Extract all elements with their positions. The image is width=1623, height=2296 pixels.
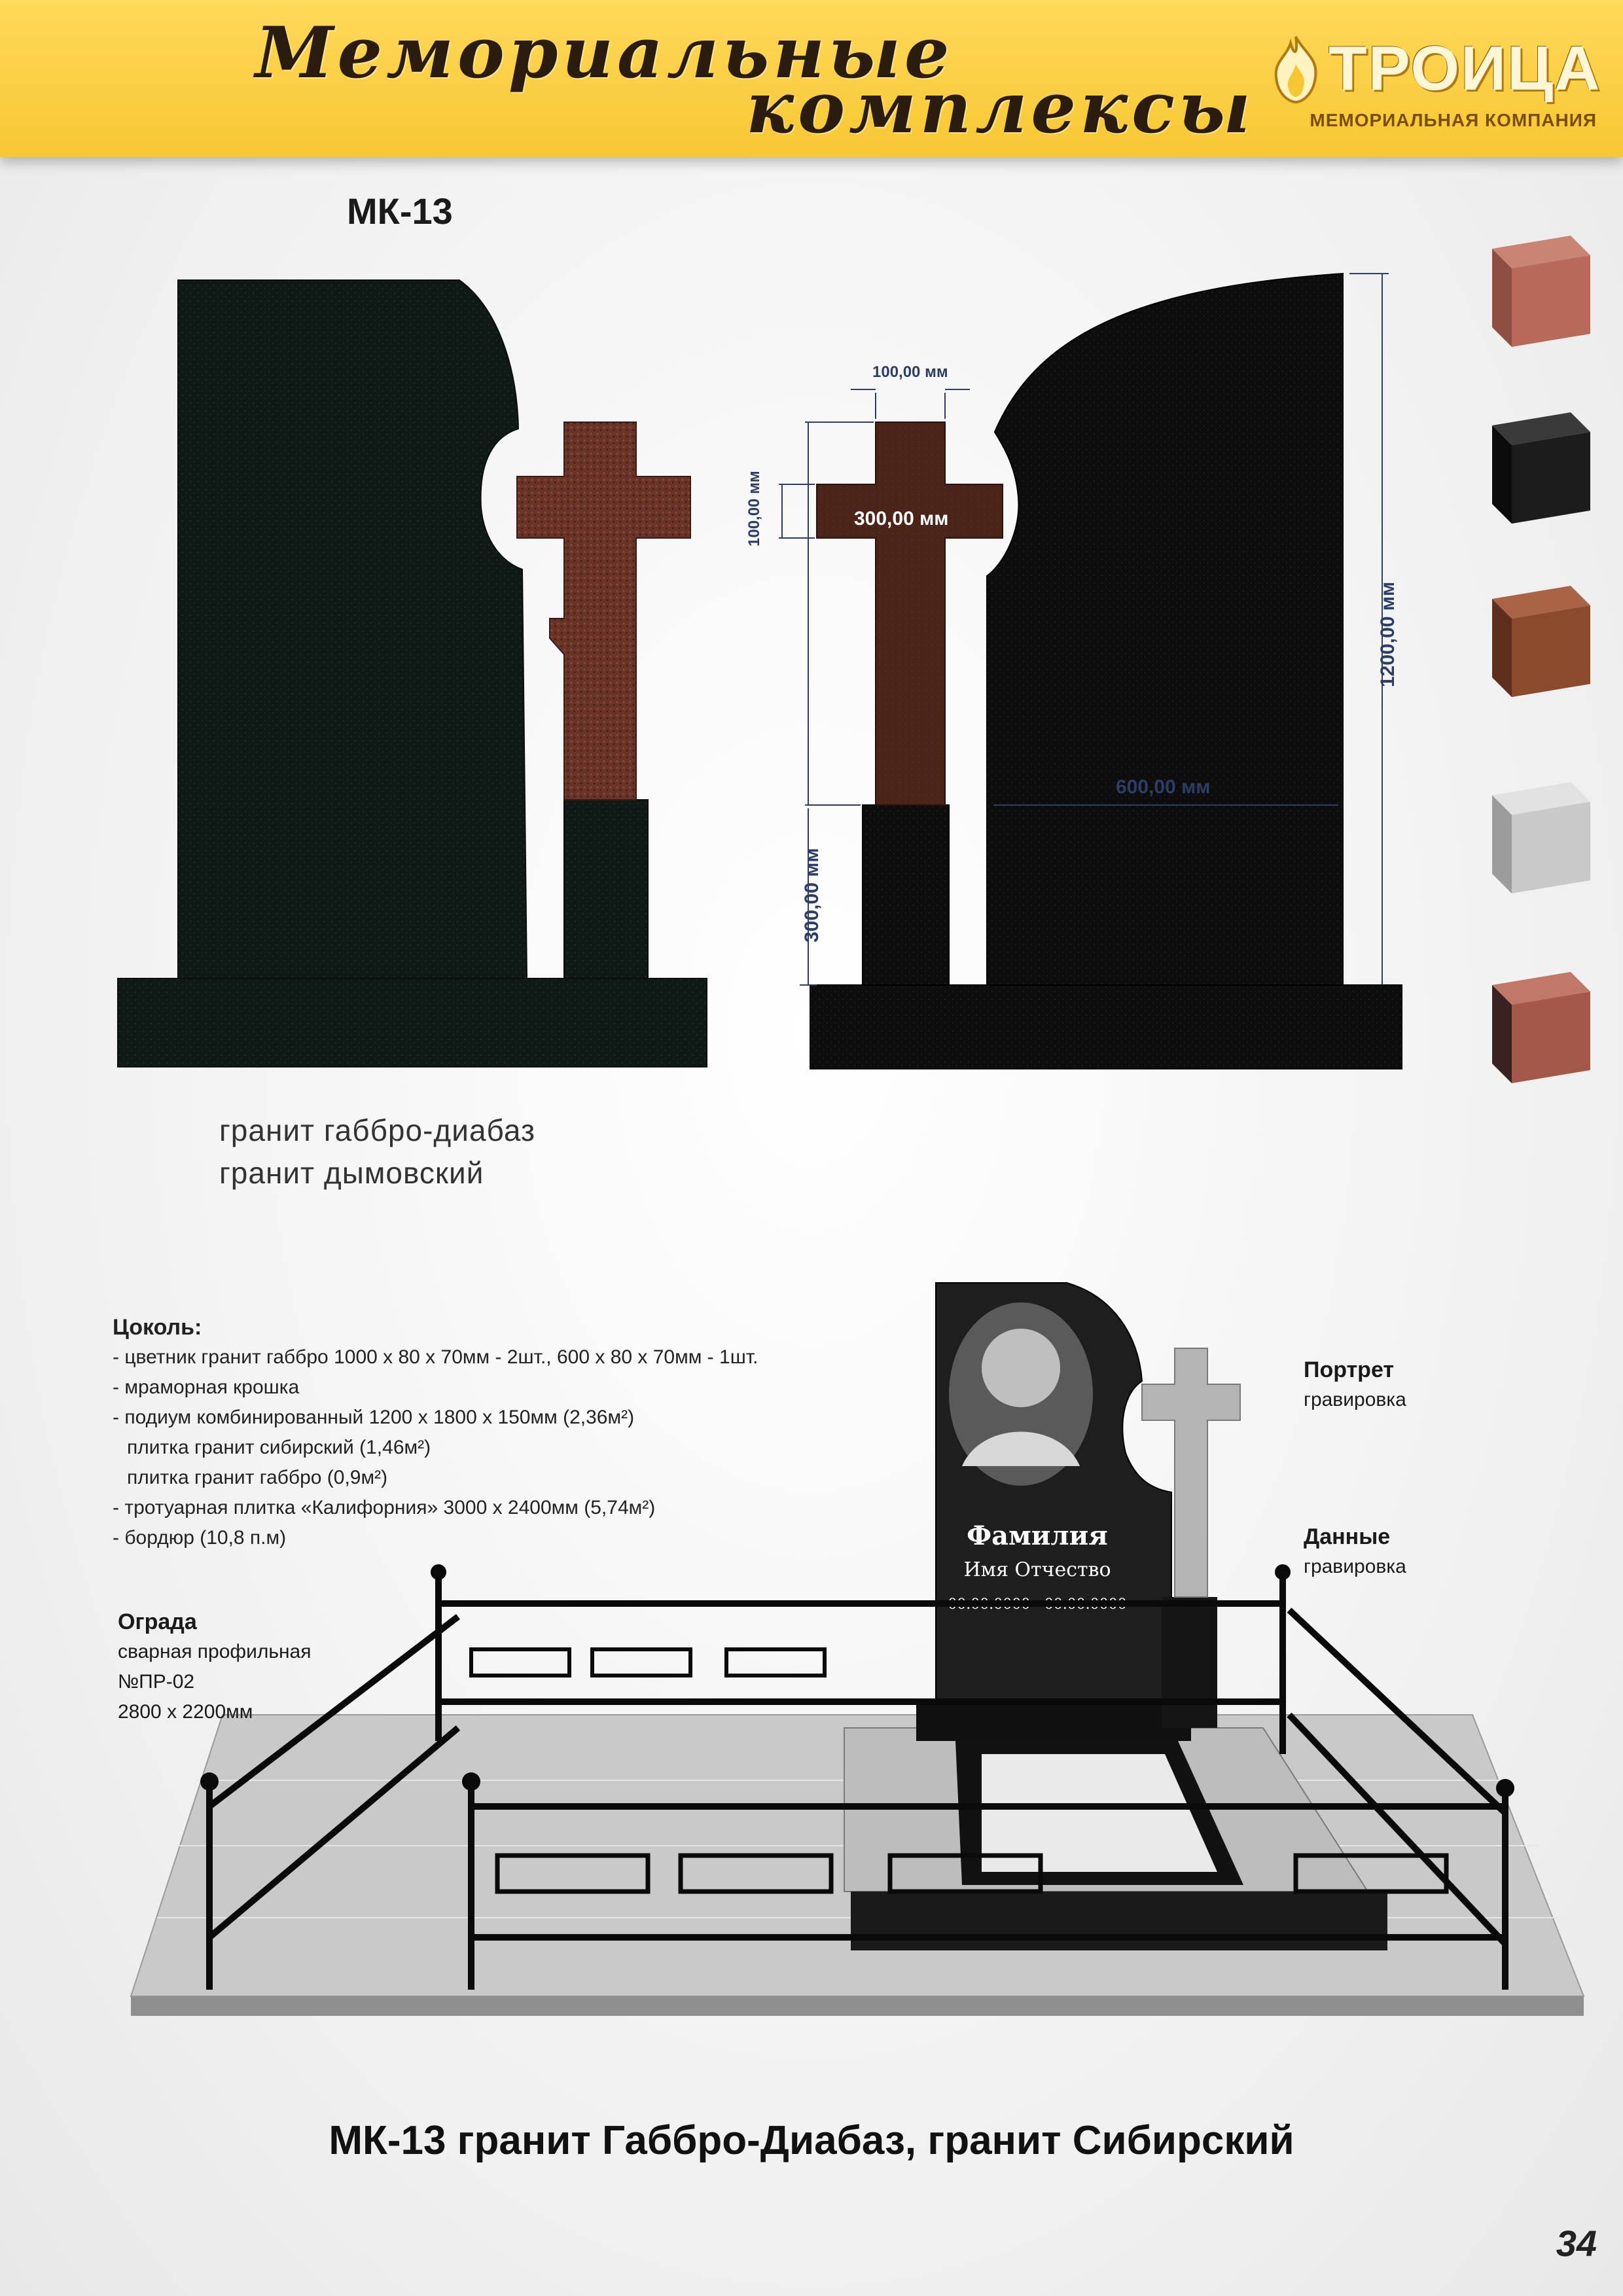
dim-width: 600,00 мм: [1116, 776, 1211, 798]
brown-granite-swatch: [1479, 573, 1597, 704]
fence-line: 2800 х 2200мм: [118, 1701, 253, 1723]
logo-subtitle: МЕМОРИАЛЬНАЯ КОМПАНИЯ: [1310, 110, 1597, 130]
data-note: [1304, 1522, 1406, 1582]
spec-line: - тротуарная плитка «Калифорния» 3000 х 2400мм (5,74м²): [113, 1497, 656, 1518]
capao-granite-swatch: [1479, 959, 1597, 1090]
dim-cross-arm-height: 100,00 мм: [745, 471, 763, 547]
portrait-note: [1304, 1355, 1406, 1415]
engraved-name: Имя Отчество: [963, 1558, 1111, 1581]
dim-cross-top-width: 100,00 мм: [872, 363, 948, 381]
fence-line: №ПР-02: [118, 1671, 195, 1693]
spec-line: - мраморная крошка: [113, 1376, 300, 1398]
dim-total-height: 1200,00 мм: [1377, 581, 1399, 687]
spec-line: - бордюр (10,8 п.м): [113, 1527, 287, 1549]
portrait-note-heading: Портрет: [1304, 1357, 1395, 1382]
model-label: МК-13: [347, 190, 453, 232]
fence-line: сварная профильная: [118, 1641, 312, 1662]
data-note-heading: Данные: [1304, 1524, 1391, 1549]
monument-render-left: [118, 280, 707, 1067]
fence-heading: Ограда: [118, 1609, 197, 1634]
spec-line: плитка гранит сибирский (1,46м²): [127, 1437, 431, 1458]
product-caption: МК-13 гранит Габбро-Диабаз, гранит Сибирский: [329, 2118, 1294, 2163]
page-number: 34: [1556, 2223, 1597, 2264]
page-title-line1: Мемориальные: [255, 12, 954, 94]
monument-dimension-right: [745, 274, 1402, 1069]
portrait-note-text: гравировка: [1304, 1389, 1406, 1410]
grey-granite-swatch: [1479, 769, 1597, 900]
stele-base: [916, 1702, 1191, 1741]
spec-line: - цветник гранит габбро 1000 х 80 х 70мм - 2шт., 600 х 80 х 70мм - 1шт.: [113, 1346, 758, 1368]
spec-line: - подиум комбинированный 1200 х 1800 х 150мм (2,36м²): [113, 1407, 635, 1428]
dim-cross-arm: 300,00 мм: [854, 508, 949, 529]
engraved-dates: 00.00.0000 - 00.00.0000: [948, 1596, 1127, 1613]
data-note-text: гравировка: [1304, 1556, 1406, 1577]
spec-line: плитка гранит габбро (0,9м²): [127, 1467, 388, 1488]
podium-front: [851, 1892, 1387, 1950]
red-granite-swatch: [1479, 223, 1597, 353]
engraved-surname: Фамилия: [967, 1520, 1108, 1551]
dim-pedestal-height: 300,00 мм: [801, 848, 823, 942]
plinth-spec: [113, 1312, 898, 1553]
black-granite-swatch: [1479, 399, 1597, 530]
fence-spec: [118, 1607, 312, 1727]
plinth-heading: Цоколь:: [113, 1315, 202, 1340]
page-title-line2: комплексы: [746, 67, 1255, 149]
cross-pedestal: [1162, 1597, 1217, 1728]
material-2: гранит дымовский: [219, 1156, 484, 1190]
monument-drawing: [0, 0, 1623, 1113]
material-1: гранит габбро-диабаз: [219, 1113, 535, 1147]
logo-name: ТРОИЦА: [1329, 33, 1601, 103]
